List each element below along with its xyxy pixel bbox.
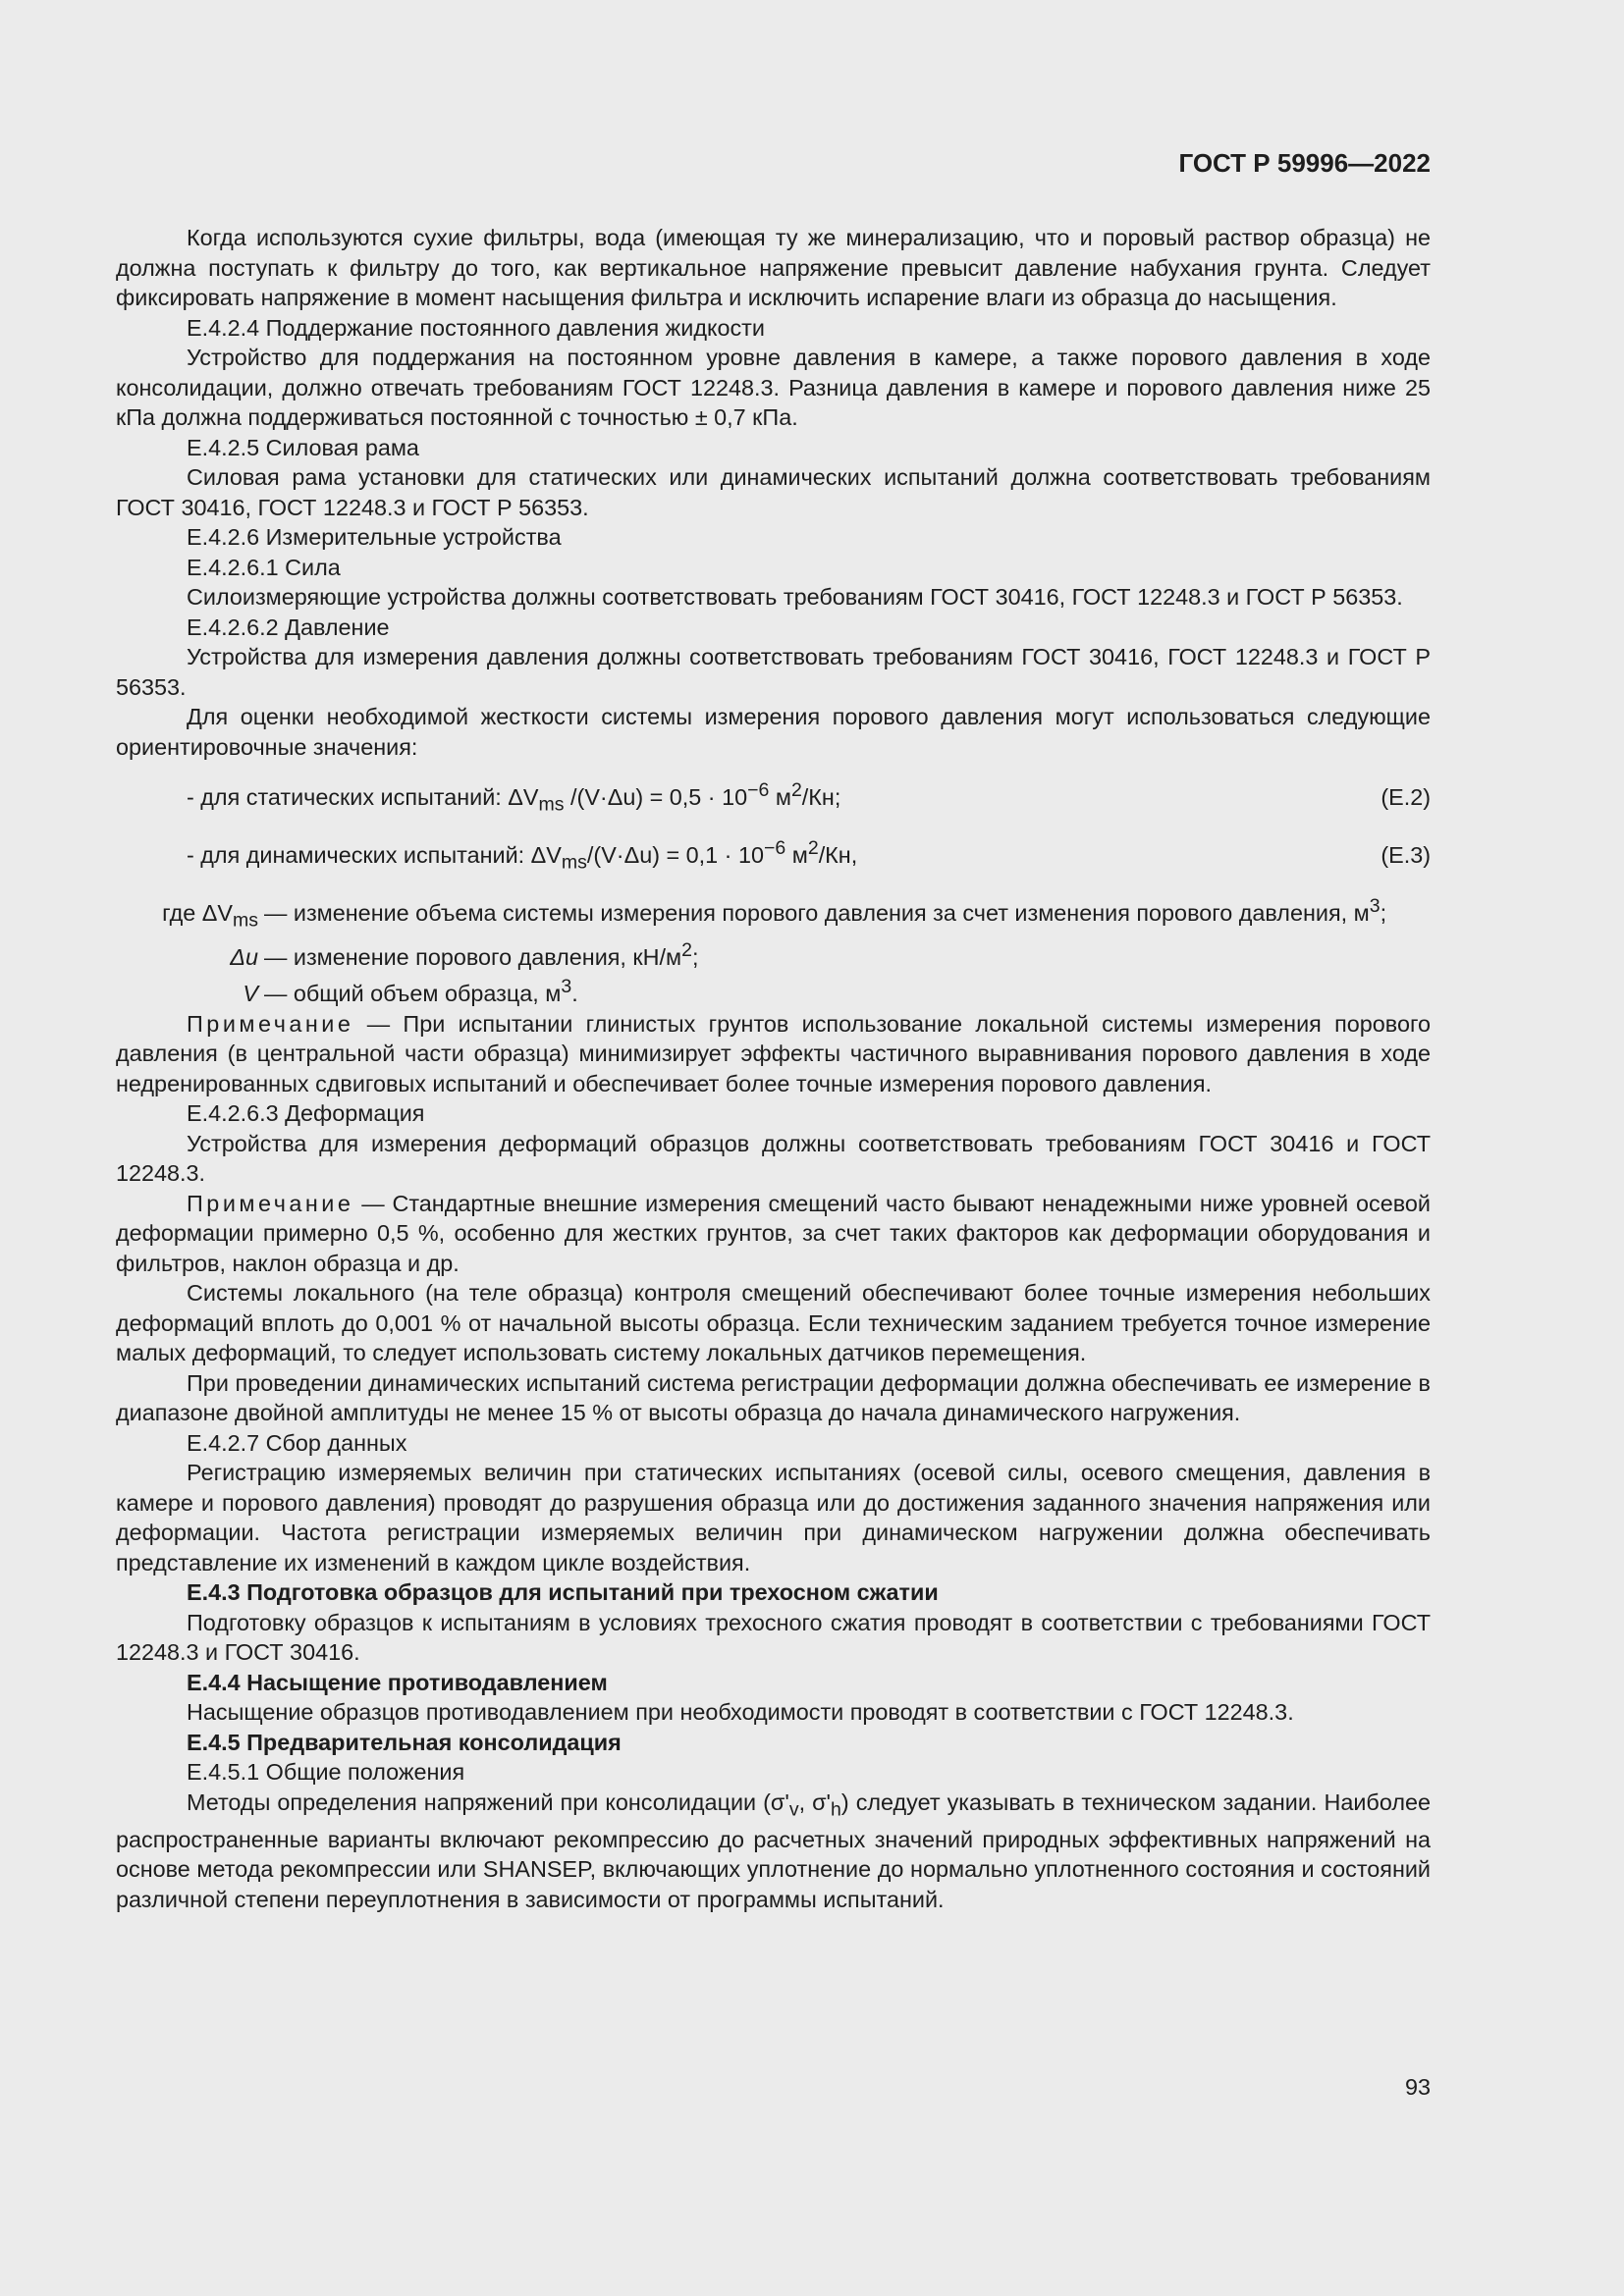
paragraph: Для оценки необходимой жесткости системы измерения порового давления могут использоваться следующие ориентировочные значения: (116, 704, 1431, 760)
document-id: ГОСТ Р 59996—2022 (1178, 148, 1431, 178)
legend-row (116, 891, 1431, 935)
formula-number: (Е.2) (1380, 783, 1431, 810)
legend-description: — изменение порового давления, $кН/м^2$; (264, 938, 699, 970)
legend-description: — общий объем образца, $м^3$. (264, 976, 578, 1006)
section-heading: Е.4.5 Предварительная консолидация (187, 1729, 622, 1755)
paragraph: Силовая рама установки для статических или динамических испытаний должна соответствовать требованиям ГОСТ 30416, ГОСТ 12248.3 и ГОСТ Р 56353. (116, 464, 1431, 520)
paragraph: Устройства для измерения давления должны соответствовать требованиям ГОСТ 30416, ГОСТ 12248.3 и ГОСТ Р 56353. (116, 644, 1431, 700)
paragraph: Подготовку образцов к испытаниям в условиях трехосного сжатия проводят в соответствии с требованиями ГОСТ 12248.3 и ГОСТ 30416. (116, 1609, 1431, 1665)
formula-e3 (116, 833, 1431, 878)
paragraph: Системы локального (на теле образца) контроля смещений обеспечивают более точные измерения небольших деформаций вплоть до 0,001 % от начальной высоты образца. Если техническим заданием требуется точное измерение малых деформаций, то следует использовать систему локальных датчиков перемещения. (116, 1280, 1431, 1365)
legend-row (116, 972, 1431, 1008)
paragraph: Насыщение образцов противодавлением при необходимости проводят в соответствии с ГОСТ 12248.3. (187, 1699, 1294, 1725)
legend-description: — изменение объема системы измерения порового давления за счет изменения порового давления, $м^3$; (264, 894, 1387, 926)
note: Примечание — Стандартные внешние измерения смещений часто бывают ненадежными ниже уровней осевой деформации примерно 0,5 %, особенно для жестких грунтов, за счет таких факторов как деформации оборудования и фильтров, наклон образца и др. (116, 1190, 1431, 1276)
section-heading: Е.4.2.6 Измерительные устройства (187, 524, 562, 550)
formula-expression: - для динамических испытаний: $\Delta V_{ms}/(V\cdot\Delta u) = 0,1 \cdot 10^{-6}$ $м^2/Кн$, (187, 836, 858, 874)
section-heading: Е.4.5.1 Общие положения (187, 1759, 465, 1785)
section-heading: Е.4.2.6.3 Деформация (187, 1100, 425, 1126)
legend-row (116, 935, 1431, 972)
legend-symbol: где $\Delta V_{ms}$ (162, 899, 258, 932)
paragraph: Регистрацию измеряемых величин при статических испытаниях (осевой силы, осевого смещения, давления в камере и порового давления) проводят до разрушения образца или до достижения заданного значения напряжения или деформации. Частота регистрации измеряемых величин при динамическом нагружении должна обеспечивать представление их изменений в каждом цикле воздействия. (116, 1460, 1431, 1575)
legend-symbol: V (243, 981, 258, 1006)
paragraph: Когда используются сухие фильтры, вода (имеющая ту же минерализацию, что и поровый раствор образца) не должна поступать к фильтру до того, как вертикальное напряжение превысит давление набухания грунта. Следует фиксировать напряжение в момент насыщения фильтра и исключить испарение влаги из образца до насыщения. (116, 225, 1431, 310)
section-heading: Е.4.2.6.2 Давление (187, 614, 390, 640)
formula-number: (Е.3) (1380, 841, 1431, 868)
variable-legend (116, 891, 1431, 1009)
legend-symbol: Δu (230, 943, 258, 970)
section-heading: Е.4.2.6.1 Сила (187, 554, 341, 580)
document-body (116, 223, 1431, 1914)
note-label: Примечание (187, 1010, 354, 1037)
paragraph: При проведении динамических испытаний система регистрации деформации должна обеспечивать ее измерение в диапазоне двойной амплитуды не менее 15 % от высоты образца до начала динамического нагружения. (116, 1369, 1431, 1425)
section-heading: Е.4.2.4 Поддержание постоянного давления жидкости (187, 314, 765, 341)
section-heading: Е.4.2.7 Сбор данных (187, 1429, 407, 1456)
section-heading: Е.4.4 Насыщение противодавлением (187, 1669, 608, 1695)
section-heading: Е.4.2.5 Силовая рама (187, 434, 419, 460)
note-label: Примечание (187, 1190, 354, 1216)
paragraph: Силоизмеряющие устройства должны соответствовать требованиям ГОСТ 30416, ГОСТ 12248.3 и ГОСТ Р 56353. (187, 584, 1403, 610)
paragraph: Устройство для поддержания на постоянном уровне давления в камере, а также порового давления в ходе консолидации, должно отвечать требованиям ГОСТ 12248.3. Разница давления в камере и порового давления ниже 25 кПа должна поддерживаться постоянной с точностью ± 0,7 кПа. (116, 345, 1431, 430)
note: Примечание — При испытании глинистых грунтов использование локальной системы измерения порового давления (в центральной части образца) минимизирует эффекты частичного выравнивания порового давления в ходе недренированных сдвиговых испытаний и обеспечивает более точные измерения порового давления. (116, 1010, 1431, 1096)
paragraph: Устройства для измерения деформаций образцов должны соответствовать требованиям ГОСТ 30416 и ГОСТ 12248.3. (116, 1130, 1431, 1186)
formula-e2 (116, 775, 1431, 820)
formula-expression: - для статических испытаний: $\Delta V_{ms}$ $/(V\cdot\Delta u) = 0,5 \cdot 10^{-6}$ $м^2/Кн$; (187, 779, 841, 816)
section-heading: Е.4.3 Подготовка образцов для испытаний при трехосном сжатии (187, 1579, 939, 1605)
page-number: 93 (1404, 2074, 1431, 2100)
paragraph: Методы определения напряжений при консолидации ($\sigma'_v$, $\sigma'_h$) следует указывать в техническом задании. Наиболее распространенные варианты включают рекомпрессию до расчетных значений природных эффективных напряжений на основе метода рекомпрессии или SHANSEP, включающих уплотнение до нормально уплотненного состояния и состояний различной степени переуплотнения в зависимости от программы испытаний. (116, 1789, 1431, 1912)
